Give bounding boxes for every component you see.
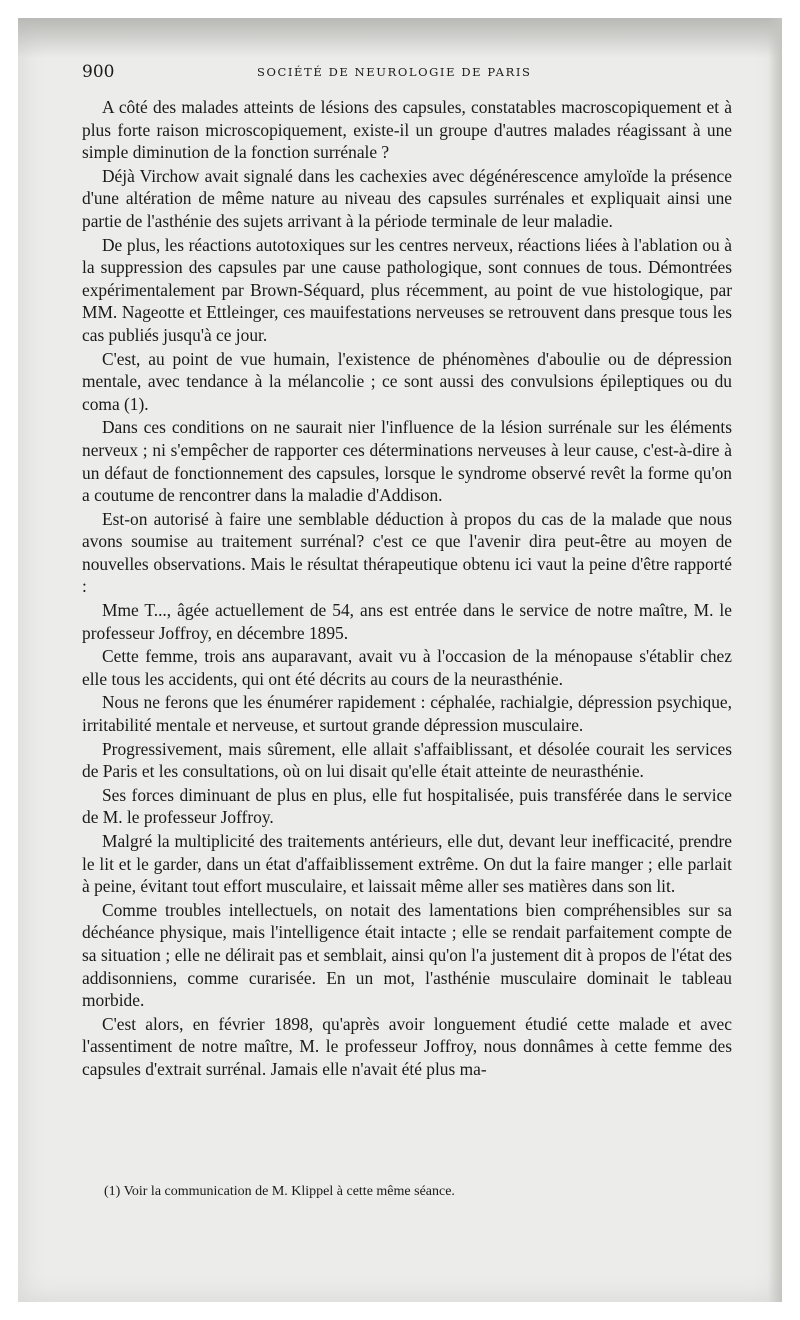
- paragraph: A côté des malades atteints de lésions des capsules, constatables macroscopiquement et à plus forte raison microscopiquement, existe-il un groupe d'autres malades réagissant à une simple diminution de la fonction surrénale ?: [82, 97, 732, 163]
- paragraph: Dans ces conditions on ne saurait nier l'influence de la lésion surrénale sur les éléments nerveux ; ni s'empêcher de rapporter ces déterminations nerveuses à leur cause, c'est-à-dire à un défaut de fonctionnement des capsules, lorsque le syndrome observé revêt la forme qu'on a coutume de rencontrer dans la maladie d'Addison.: [82, 417, 732, 506]
- running-head: SOCIÉTÉ DE NEUROLOGIE DE PARIS: [257, 65, 532, 79]
- paragraph: C'est, au point de vue humain, l'existence de phénomènes d'aboulie ou de dépression mentale, avec tendance à la mélancolie ; ce sont aussi des convulsions épileptiques ou du coma (1).: [82, 348, 732, 414]
- paragraph: Cette femme, trois ans auparavant, avait vu à l'occasion de la ménopause s'établir chez elle tous les accidents, qui ont été décrits au cours de la neurasthénie.: [82, 646, 732, 689]
- paragraph: Progressivement, mais sûrement, elle allait s'affaiblissant, et désolée courait les services de Paris et les consultations, où on lui disait qu'elle était atteinte de neurasthénie.: [82, 738, 732, 782]
- paragraph: De plus, les réactions autotoxiques sur les centres nerveux, réactions liées à l'ablation ou à la suppression des capsules par une cause pathologique, sont connues de tous. Démontrées expérimentalement par Brown-Séquard, plus récemment, au point de vue histologique, par MM. Nageotte et Ettleinger, ces mauifestations nerveuses se retrouvent dans presque tous les cas publiés jusqu'à ce jour.: [82, 234, 732, 345]
- page-number: 900: [82, 62, 115, 82]
- paragraph: Est-on autorisé à faire une semblable déduction à propos du cas de la malade que nous avons soumise au traitement surrénal? c'est ce que l'avenir dira peut-être au moyen de nouvelles observations. Mais le résultat thérapeutique obtenu ici vaut la peine d'être rapporté :: [82, 508, 732, 597]
- paragraph: C'est alors, en février 1898, qu'après avoir longuement étudié cette malade et avec l'assentiment de notre maître, M. le professeur Joffroy, nous donnâmes à cette femme des capsules d'extrait surrénal. Jamais elle n'avait été plus ma-: [82, 1013, 732, 1079]
- footnote: (1) Voir la communication de M. Klippel à cette même séance.: [104, 1184, 455, 1199]
- paragraph: Déjà Virchow avait signalé dans les cachexies avec dégénérescence amyloïde la présence d'une altération de même nature au niveau des capsules surrénales et expliquait ainsi une partie de l'asthénie des sujets arrivant à la période terminale de leur maladie.: [82, 165, 732, 231]
- paragraph: Malgré la multiplicité des traitements antérieurs, elle dut, devant leur inefficacité, prendre le lit et le garder, dans un état d'affaiblissement extrême. On dut la faire manger ; elle parlait à peine, évitant tout effort musculaire, et laissait même aller ses matières dans son lit.: [82, 831, 732, 897]
- paragraph: Nous ne ferons que les énumérer rapidement : céphalée, rachialgie, dépression psychique, irritabilité mentale et nerveuse, et surtout grande dépression musculaire.: [82, 692, 732, 736]
- paragraph: Comme troubles intellectuels, on notait des lamentations bien compréhensibles sur sa déchéance physique, mais l'intelligence était intacte ; elle se rendait parfaitement compte de sa situation ; elle ne délirait pas et semblait, ainsi qu'on l'a justement dit à propos de l'état des addisonniens, comme curarisée. En un mot, l'asthénie musculaire dominait le tableau morbide.: [82, 899, 732, 1011]
- paragraph: Ses forces diminuant de plus en plus, elle fut hospitalisée, puis transférée dans le service de M. le professeur Joffroy.: [82, 784, 732, 828]
- page-header: [82, 62, 732, 84]
- paragraph: Mme T..., âgée actuellement de 54, ans est entrée dans le service de notre maître, M. le professeur Joffroy, en décembre 1895.: [82, 600, 732, 643]
- body-text: [82, 96, 732, 1082]
